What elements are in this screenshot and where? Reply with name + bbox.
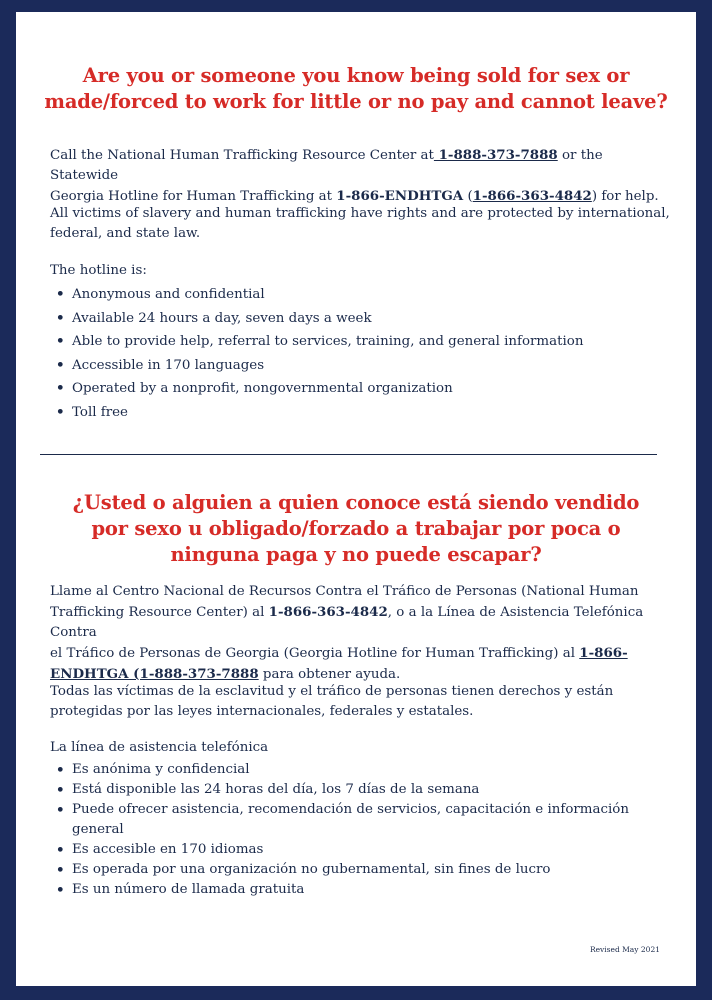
list-item-text: Es operada por una organización no gubernamental, sin fines de lucro bbox=[72, 862, 551, 877]
english-p1-text-1: Call the National Human Trafficking Resource Center at bbox=[50, 148, 434, 163]
bullet-icon: • bbox=[56, 842, 65, 858]
spanish-p1-text-1: Llame al Centro Nacional de Recursos Contra el Tráfico de Personas (National Human Trafficking Resource Center) al bbox=[50, 584, 639, 620]
list-item-text: Es anónima y confidencial bbox=[72, 762, 250, 777]
list-item-text: Available 24 hours a day, seven days a week bbox=[72, 310, 372, 326]
list-item bbox=[50, 880, 650, 900]
list-item-text: Accessible in 170 languages bbox=[72, 357, 265, 373]
flyer-page bbox=[16, 12, 696, 986]
revision-date: Revised May 2021 bbox=[589, 945, 660, 954]
spanish-national-hotline-number: 1-866-363-4842 bbox=[268, 604, 388, 620]
list-item bbox=[50, 401, 650, 425]
list-item bbox=[50, 780, 650, 800]
spanish-list-label: La línea de asistencia telefónica bbox=[50, 740, 269, 755]
list-item-text: Puede ofrecer asistencia, recomendación de servicios, capacitación e información general bbox=[72, 802, 629, 837]
list-item-text: Está disponible las 24 horas del día, los 7 días de la semana bbox=[72, 782, 480, 797]
spanish-hotline-features bbox=[50, 760, 650, 900]
list-item-text: Able to provide help, referral to services, training, and general information bbox=[72, 334, 584, 349]
bullet-icon: • bbox=[56, 309, 65, 326]
bullet-icon: • bbox=[56, 403, 65, 420]
bullet-icon: • bbox=[56, 782, 65, 798]
list-item-text: Es un número de llamada gratuita bbox=[72, 882, 305, 897]
english-hotline-paragraph bbox=[50, 145, 670, 207]
english-p1-text-4: ) for help. bbox=[591, 189, 659, 204]
list-item bbox=[50, 283, 650, 307]
spanish-heading: ¿Usted o alguien a quien conoce está siendo vendido por sexo u obligado/forzado a trabajar por poca o ninguna paga y no puede escapar? bbox=[72, 491, 640, 566]
english-p1-text-3: ( bbox=[463, 189, 473, 204]
list-item-text: Es accesible en 170 idiomas bbox=[72, 842, 264, 857]
georgia-hotline-name: 1-866-ENDHTGA bbox=[336, 188, 464, 204]
list-item bbox=[50, 377, 650, 401]
list-item bbox=[50, 330, 650, 354]
bullet-icon: • bbox=[56, 380, 65, 396]
bullet-icon: • bbox=[56, 802, 65, 818]
english-heading: Are you or someone you know being sold for sex or made/forced to work for little or no pay and cannot leave? bbox=[44, 64, 668, 113]
spanish-p1-text-3: para obtener ayuda. bbox=[258, 667, 401, 682]
spanish-p1-text-2: , o a la Línea de Asistencia Telefónica Contra el Tráfico de Personas de Georgia (Georgia Hotline for Human Trafficking) al bbox=[50, 605, 644, 661]
bullet-icon: • bbox=[56, 333, 65, 349]
english-list-label: The hotline is: bbox=[50, 263, 147, 278]
list-item-text: Toll free bbox=[72, 404, 128, 420]
list-item-text: Anonymous and confidential bbox=[72, 287, 265, 302]
spanish-rights-paragraph: Todas las víctimas de la esclavitud y el tráfico de personas tienen derechos y están protegidas por las leyes internacionales, federales y estatales. bbox=[50, 684, 614, 719]
spanish-georgia-hotline-link-cont[interactable]: ENDHTGA (1-888-373-7888 bbox=[50, 666, 259, 682]
list-item bbox=[50, 354, 650, 378]
section-divider bbox=[40, 454, 657, 455]
list-item bbox=[50, 760, 650, 780]
georgia-hotline-link[interactable]: 1-866-363-4842 bbox=[472, 188, 592, 204]
list-item bbox=[50, 307, 650, 331]
list-item-text: Operated by a nonprofit, nongovernmental organization bbox=[72, 381, 453, 396]
bullet-icon: • bbox=[56, 862, 65, 878]
list-item bbox=[50, 800, 650, 840]
bullet-icon: • bbox=[56, 882, 65, 898]
national-hotline-link[interactable]: 1-888-373-7888 bbox=[433, 147, 558, 163]
english-rights-paragraph: All victims of slavery and human trafficking have rights and are protected by international, federal, and state law. bbox=[50, 206, 670, 241]
spanish-hotline-paragraph bbox=[50, 582, 670, 685]
english-hotline-features bbox=[50, 283, 650, 424]
bullet-icon: • bbox=[56, 286, 65, 302]
list-item bbox=[50, 840, 650, 860]
list-item bbox=[50, 860, 650, 880]
bullet-icon: • bbox=[56, 762, 65, 778]
spanish-georgia-hotline-link[interactable]: 1-866- bbox=[579, 645, 628, 661]
english-p1-text-2: or the Statewide Georgia Hotline for Human Trafficking at bbox=[50, 148, 603, 204]
bullet-icon: • bbox=[56, 356, 65, 373]
